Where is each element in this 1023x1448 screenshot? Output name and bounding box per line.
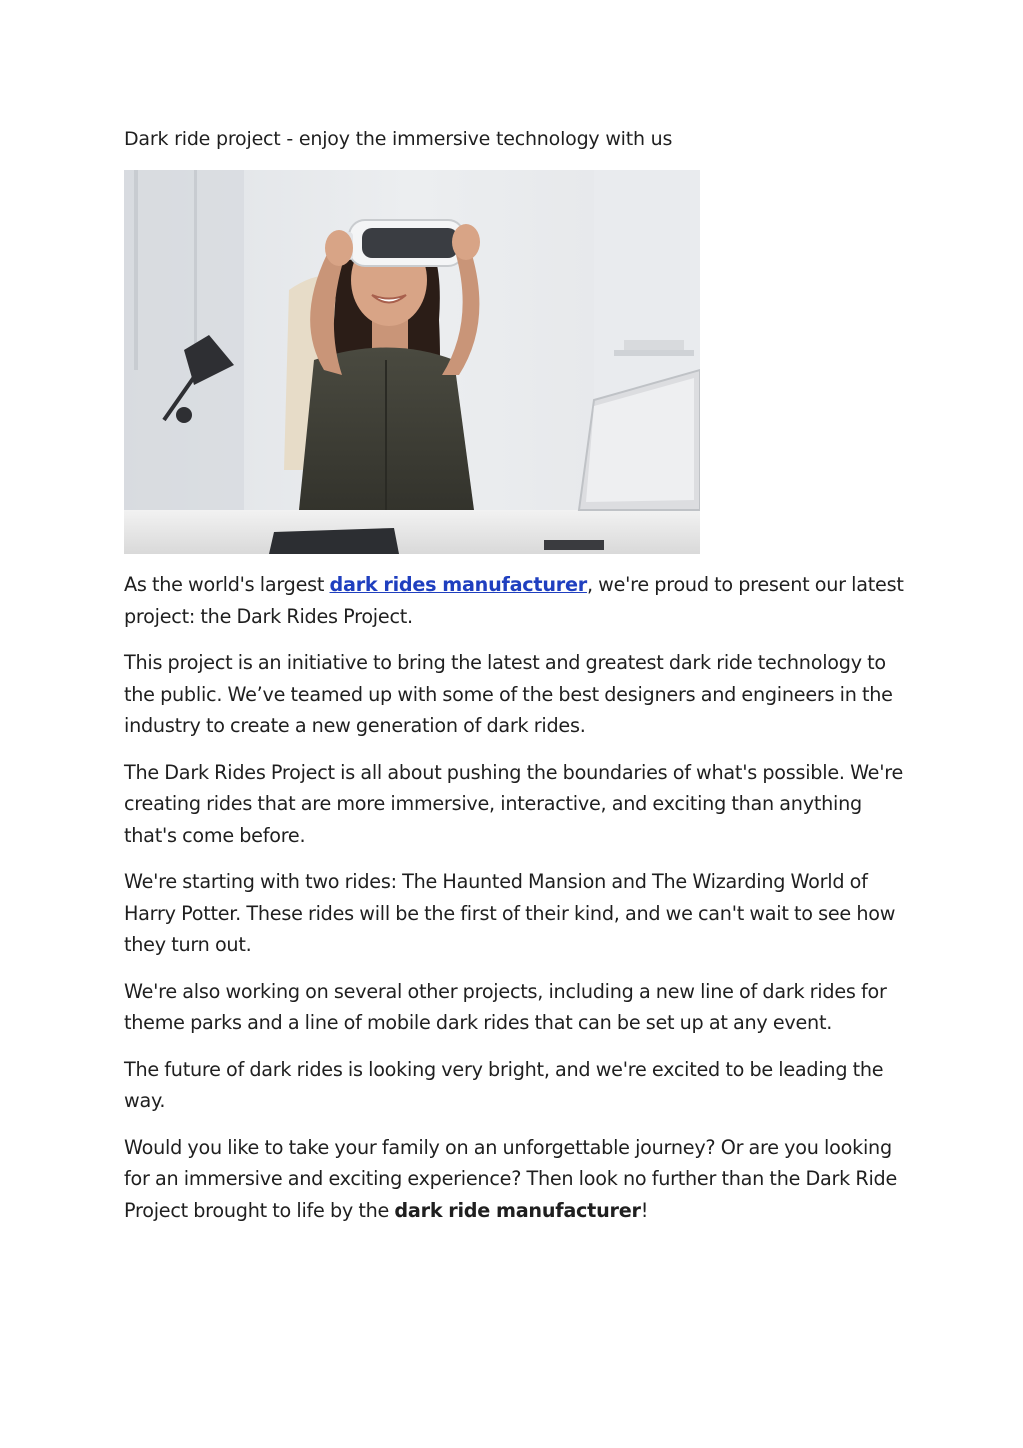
- paragraph-7-text-after: !: [640, 1198, 649, 1222]
- paragraph-4: We're starting with two rides: The Haunted Mansion and The Wizarding World of Harry Potter. These rides will be the first of their kind, and we can't wait to see how they turn out.: [124, 870, 896, 956]
- paragraph-2: This project is an initiative to bring the latest and greatest dark ride technology to the public. We’ve teamed up with some of the best designers and engineers in the industry to create a new generation of dark rides.: [124, 651, 893, 737]
- vr-headset-photo: [124, 170, 700, 554]
- paragraph-7-text-before: Would you like to take your family on an unforgettable journey? Or are you looking for an immersive and exciting experience? Then look no further than the Dark Ride Project brought to life by the: [124, 1135, 898, 1222]
- paragraph-6: The future of dark rides is looking very bright, and we're excited to be leading the way.: [124, 1057, 884, 1112]
- paragraph-1-text-before: As the world's largest: [124, 573, 330, 596]
- paragraph-7: [124, 1132, 914, 1227]
- paragraph-5: We're also working on several other projects, including a new line of dark rides for theme parks and a line of mobile dark rides that can be set up at any event.: [124, 979, 887, 1034]
- paragraph-1-text-after: , we're proud to present our latest project: the Dark Rides Project.: [124, 573, 904, 628]
- dark-rides-manufacturer-link[interactable]: dark rides manufacturer: [329, 573, 587, 596]
- document-title: Dark ride project - enjoy the immersive technology with us: [124, 128, 673, 150]
- article-body: [124, 569, 914, 1241]
- dark-ride-manufacturer-bold: dark ride manufacturer: [394, 1198, 641, 1222]
- paragraph-3: The Dark Rides Project is all about pushing the boundaries of what's possible. We're creating rides that are more immersive, interactive, and exciting than anything that's come before.: [124, 760, 904, 847]
- paragraph-1: [124, 569, 914, 632]
